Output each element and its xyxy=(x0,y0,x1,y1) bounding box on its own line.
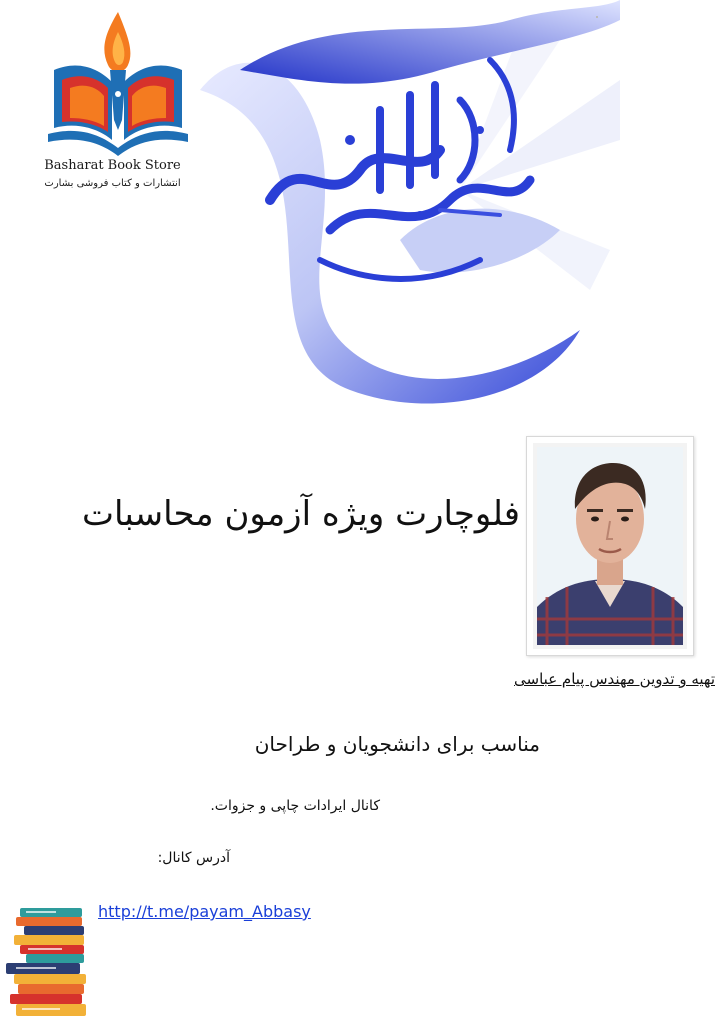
books-stack-icon xyxy=(6,904,90,1020)
page-mark xyxy=(596,16,598,18)
author-credit: تهیه و تدوین مهندس پیام عباسی xyxy=(514,670,715,688)
bookstore-logo-icon xyxy=(48,10,188,160)
audience-text: مناسب برای دانشجویان و طراحان xyxy=(254,732,540,756)
logo-name-en: Basharat Book Store xyxy=(44,158,181,173)
channel-address-label: آدرس کانال: xyxy=(157,850,230,866)
logo-name-fa: انتشارات و کتاب فروشی بشارت xyxy=(44,178,181,189)
calligraphy-artwork xyxy=(180,0,620,420)
author-photo xyxy=(537,447,683,645)
channel-description: کانال ایرادات چاپی و جزوات. xyxy=(210,798,380,814)
document-title: فلوچارت ویژه آزمون محاسبات xyxy=(82,494,520,534)
author-photo-frame xyxy=(526,436,694,656)
channel-link[interactable]: http://t.me/payam_Abbasy xyxy=(98,902,311,921)
